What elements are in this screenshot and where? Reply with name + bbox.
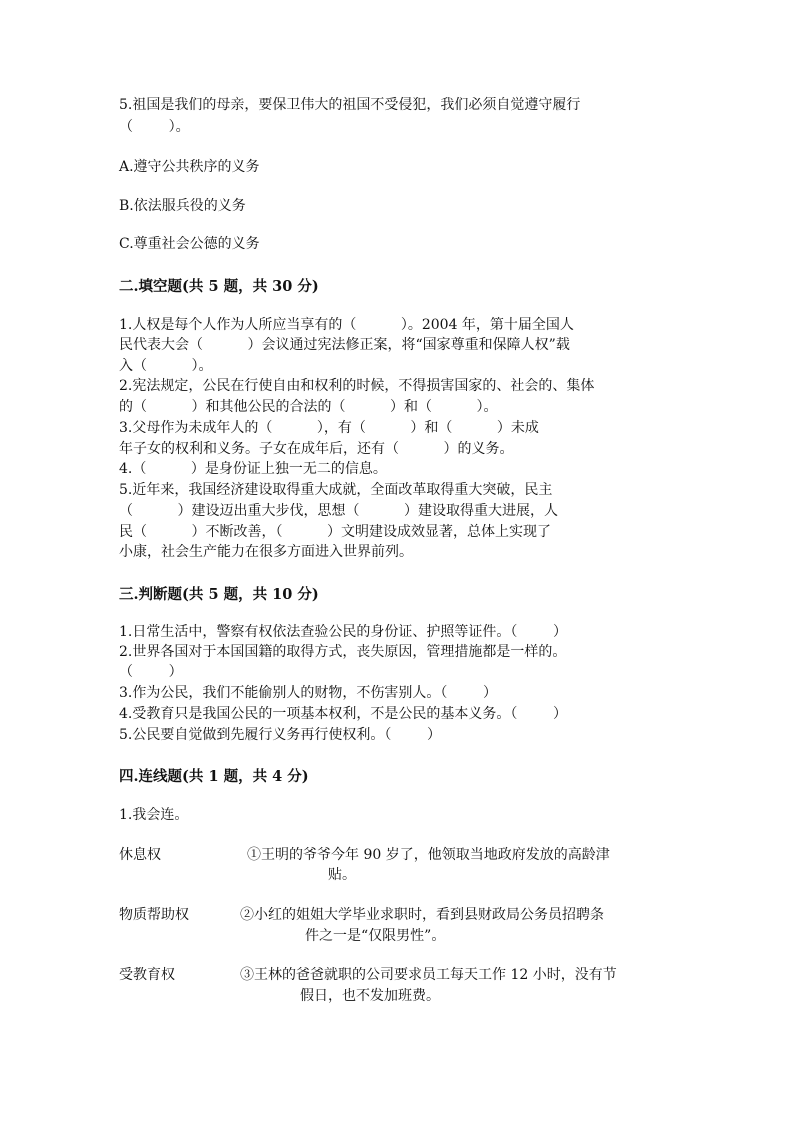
- mc-q5-option-c: C.尊重社会公德的义务: [119, 236, 260, 252]
- match-left-item[interactable]: 物质帮助权: [119, 907, 189, 923]
- fill-section-heading: 二.填空题(共 5 题，共 30 分): [119, 278, 319, 295]
- judge-section-heading: 三.判断题(共 5 题，共 10 分): [119, 586, 319, 603]
- judge-line: 3.作为公民，我们不能偷别人的财物，不伤害别人。（ ）: [119, 685, 497, 701]
- judge-line: 2.世界各国对于本国国籍的取得方式，丧失原因，管理措施都是一样的。: [119, 644, 567, 660]
- mc-q5-option-b: B.依法服兵役的义务: [119, 198, 246, 214]
- fill-line: 民（ ）不断改善，（ ）文明建设成效显著，总体上实现了: [119, 524, 552, 540]
- fill-line: 1.人权是每个人作为人所应当享有的（ ）。2004 年，第十届全国人: [119, 317, 574, 333]
- match-left-item[interactable]: 受教育权: [119, 967, 175, 983]
- fill-line: 2.宪法规定，公民在行使自由和权利的时候，不得损害国家的、社会的、集体: [119, 378, 595, 394]
- judge-line: 1.日常生活中，警察有权依法查验公民的身份证、护照等证件。（ ）: [119, 624, 567, 640]
- fill-line: 的（ ）和其他公民的合法的（ ）和（ ）。: [119, 399, 498, 415]
- match-section-heading: 四.连线题(共 1 题，共 4 分): [119, 768, 309, 785]
- match-right-item[interactable]: ③王林的爸爸就职的公司要求员工每天工作 12 小时，没有节: [240, 967, 617, 983]
- match-right-item-cont: 假日，也不发加班费。: [300, 988, 440, 1004]
- mc-q5-option-a: A.遵守公共秩序的义务: [119, 159, 260, 175]
- match-right-item-cont: 件之一是“仅限男性”。: [305, 928, 446, 944]
- fill-line: 小康，社会生产能力在很多方面进入世界前列。: [119, 544, 413, 560]
- judge-line: 4.受教育只是我国公民的一项基本权利，不是公民的基本义务。（ ）: [119, 706, 567, 722]
- match-prompt: 1.我会连。: [119, 807, 189, 823]
- fill-line: 年子女的权利和义务。子女在成年后，还有（ ）的义务。: [119, 441, 514, 457]
- fill-line: （ ）建设迈出重大步伐，思想（ ）建设取得重大进展，人: [119, 503, 559, 519]
- match-right-item-cont: 贴。: [328, 867, 356, 883]
- match-left-item[interactable]: 休息权: [119, 847, 161, 863]
- fill-line: 3.父母作为未成年人的（ ），有（ ）和（ ）未成: [119, 420, 539, 436]
- match-right-item[interactable]: ②小红的姐姐大学毕业求职时，看到县财政局公务员招聘条: [240, 907, 604, 923]
- judge-line: 5.公民要自觉做到先履行义务再行使权利。（ ）: [119, 727, 441, 743]
- match-right-item[interactable]: ①王明的爷爷今年 90 岁了，他领取当地政府发放的高龄津: [247, 847, 610, 863]
- mc-q5-stem-line1: 5.祖国是我们的母亲，要保卫伟大的祖国不受侵犯，我们必须自觉遵守履行: [119, 97, 581, 113]
- mc-q5-stem-line2: （ ）。: [119, 119, 190, 135]
- fill-line: 入（ ）。: [119, 358, 213, 374]
- fill-line: 民代表大会（ ）会议通过宪法修正案，将“国家尊重和保障人权”载: [119, 337, 570, 353]
- fill-line: 4.（ ）是身份证上独一无二的信息。: [119, 461, 387, 477]
- fill-line: 5.近年来，我国经济建设取得重大成就，全面改革取得重大突破，民主: [119, 482, 553, 498]
- judge-line: （ ）: [119, 664, 183, 680]
